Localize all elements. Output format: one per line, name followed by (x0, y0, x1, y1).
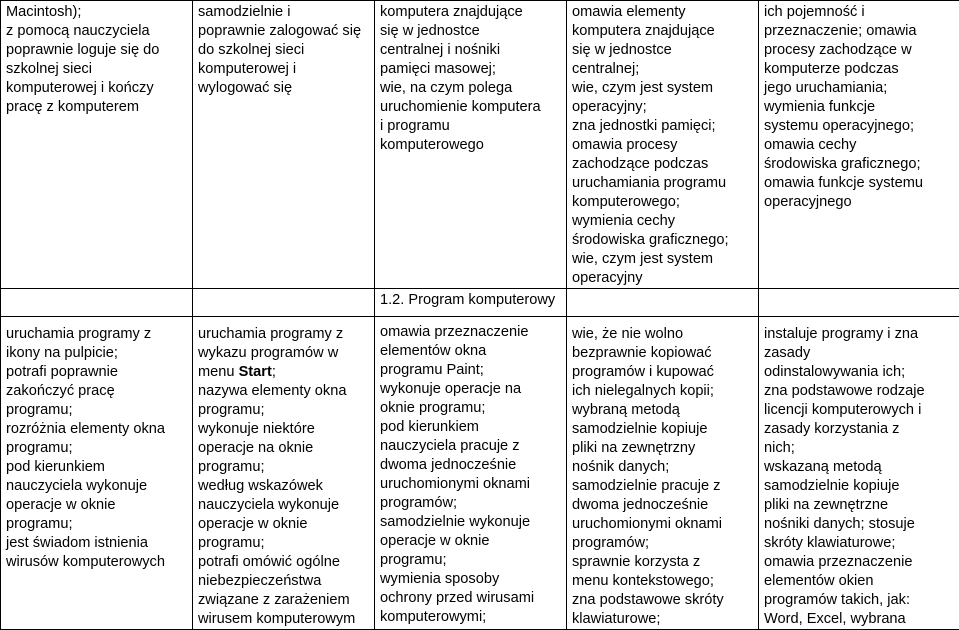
row2-col2-text-start: uruchamia programy z wykazu programów w menu (198, 326, 343, 380)
row1-col3-cell: komputera znajdujące się w jednostce centralnej i nośniki pamięci masowej; wie, na czym polega uruchomienie komputera i programu komputerowego (375, 1, 567, 289)
section-heading: 1.2. Program komputerowy (380, 292, 555, 308)
row2-col4-cell: wie, że nie wolno bezprawnie kopiować programów i kupować ich nielegalnych kopii; wybraną metodą samodzielnie kopiuje pliki na zewnętrzny nośnik danych; samodzielnie pracuje z dwoma jednocześnie uruchomionymi oknami programów; sprawnie korzysta z menu kontekstowego; zna podstawowe skróty klawiaturowe; (567, 317, 759, 630)
table-row (1, 317, 959, 630)
row1-col4-cell-cont (567, 289, 759, 317)
start-menu-label: Start (239, 364, 272, 380)
row1-col2-cell: samodzielnie i poprawnie zalogować się do szkolnej sieci komputerowej i wylogować się (193, 1, 375, 289)
row1-col2-cell-cont (193, 289, 375, 317)
row1-col5-cell: ich pojemność i przeznaczenie; omawia procesy zachodzące w komputerze podczas jego uruchamiania; wymienia funkcje systemu operacyjnego; omawia cechy środowiska graficznego; omawia funkcje systemu operacyjnego (759, 1, 959, 289)
row1-col1-cell: Macintosh); z pomocą nauczyciela poprawnie loguje się do szkolnej sieci komputerowej i kończy pracę z komputerem (1, 1, 193, 289)
row1-col5-cell-cont (759, 289, 959, 317)
row2-col3-cell: omawia przeznaczenie elementów okna programu Paint; wykonuje operacje na oknie programu; pod kierunkiem nauczyciela pracuje z dwoma jednocześnie uruchomionymi oknami programów; samodzielnie wykonuje operacje w oknie programu; wymienia sposoby ochrony przed wirusami komputerowymi; (375, 317, 567, 630)
table-row (1, 1, 959, 289)
row1-col1-cell-cont (1, 289, 193, 317)
row1-col4-cell: omawia elementy komputera znajdujące się w jednostce centralnej; wie, czym jest system operacyjny; zna jednostki pamięci; omawia procesy zachodzące podczas uruchamiania programu komputerowego; wymienia cechy środowiska graficznego; wie, czym jest system operacyjny (567, 1, 759, 289)
row2-col2-text-rest: ; nazywa elementy okna programu; wykonuje niektóre operacje na oknie programu; według wskazówek nauczyciela wykonuje operacje w oknie programu; potrafi omówić ogólne niebezpieczeństwa związane z zarażeniem wirusem komputerowym (198, 364, 355, 627)
row2-col1-cell: uruchamia programy z ikony na pulpicie; potrafi poprawnie zakończyć pracę programu; rozróżnia elementy okna programu; pod kierunkiem nauczyciela wykonuje operacje w oknie programu; jest świadom istnienia wirusów komputerowych (1, 317, 193, 630)
row2-col2-cell (193, 317, 375, 630)
section-heading-row (1, 289, 959, 317)
section-heading-cell (375, 289, 567, 317)
row2-col5-cell: instaluje programy i zna zasady odinstalowywania ich; zna podstawowe rodzaje licencji komputerowych i zasady korzystania z nich; wskazaną metodą samodzielnie kopiuje pliki na zewnętrzne nośniki danych; stosuje skróty klawiaturowe; omawia przeznaczenie elementów okien programów takich, jak: Word, Excel, wybrana (759, 317, 959, 630)
